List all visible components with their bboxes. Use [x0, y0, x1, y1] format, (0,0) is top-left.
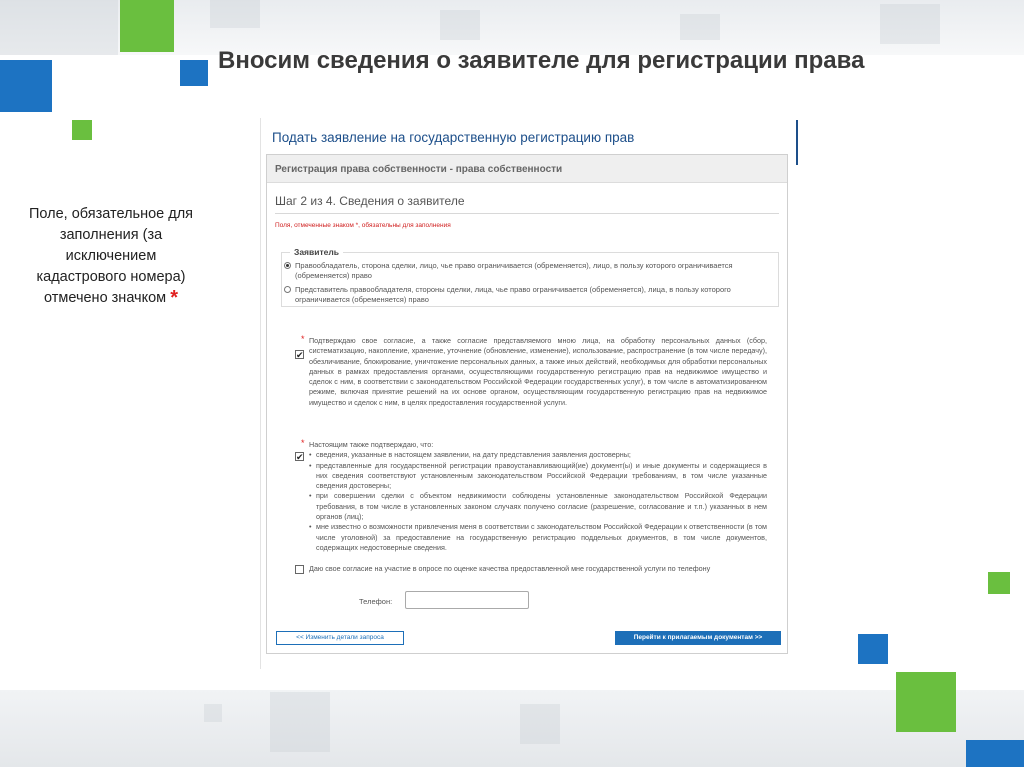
decor-square-blue: [180, 60, 208, 86]
change-request-details-button[interactable]: << Изменить детали запроса: [276, 631, 404, 645]
confirmation-content: [309, 440, 767, 553]
background-band-bottom: [0, 690, 1024, 767]
portal-title: Подать заявление на государственную регистрацию прав: [272, 130, 635, 145]
divider: [275, 213, 779, 214]
survey-block: [295, 564, 769, 588]
decor-square: [680, 14, 720, 40]
consent-block: [295, 336, 769, 436]
radio-unselected-icon[interactable]: [284, 286, 291, 293]
decor-square: [880, 4, 940, 44]
decor-square-green: [72, 120, 92, 140]
registration-form: [266, 154, 788, 654]
decor-square: [270, 692, 330, 752]
decor-square-blue: [0, 60, 52, 112]
step-title: Шаг 2 из 4. Сведения о заявителе: [275, 194, 465, 208]
decor-square: [0, 0, 118, 55]
applicant-option-representative[interactable]: [287, 285, 769, 305]
phone-input[interactable]: [405, 591, 529, 609]
decor-square-blue: [858, 634, 888, 664]
screenshot-edge: [796, 120, 798, 165]
consent-text: Подтверждаю свое согласие, а также согласие представляемого мною лица, на обработку персональных данных (сбор, систематизацию, накопление, хранение, уточнение (обновление, изменение), использование, распространение (в том числе передачу), обезличивание, блокирование, уничтожение персональных данных, а также иных действий, необходимых для обработки персональных данных в рамках предоставления органами, осуществляющими государственную регистрацию прав на недвижимое имущество и сделок с ним, в соответствии с законодательством Российской Федерации государственных услуг), в том числе в автоматизированном режиме, включая принятие решений на их основе органом, осуществляющим государственную регистрацию прав на недвижимое имущество и сделок с ним, в целях предоставления государственной услуги.: [309, 336, 767, 407]
slide-title: Вносим сведения о заявителе для регистрации права: [218, 47, 865, 74]
required-star-icon: *: [301, 438, 305, 448]
list-item: • мне известно о возможности привлечения меня в соответствии с законодательством Российской Федерации к ответственности (в том числе уголовной) за предоставление на государственную регистрацию поддельных документов, в том числе документов, содержащих недостоверные сведения.: [309, 522, 767, 553]
decor-square: [440, 10, 480, 40]
decor-square: [204, 704, 222, 722]
required-star-icon: *: [301, 334, 305, 344]
radio-selected-icon[interactable]: [284, 262, 291, 269]
phone-label: Телефон:: [359, 597, 393, 606]
required-star-icon: *: [170, 287, 178, 309]
list-item: • представленные для государственной регистрации правоустанавливающий(ие) документ(ы) и иные документы и содержащиеся в них сведения соответствуют установленным законодательством Российской Федерации требованиям, в том числе указанные сведения достоверны;: [309, 461, 767, 492]
applicant-option-label: Правообладатель, сторона сделки, лицо, чье право ограничивается (обременяется), лицо, в пользу которого ограничивается (обременяется) право: [295, 261, 733, 280]
applicant-legend: Заявитель: [294, 247, 339, 257]
survey-checkbox[interactable]: [295, 565, 304, 574]
required-field-note: [26, 204, 196, 309]
required-fields-note: Поля, отмеченные знаком *, обязательны для заполнения: [275, 222, 451, 229]
decor-square: [210, 0, 260, 28]
confirmation-block: [295, 440, 769, 560]
list-item: • при совершении сделки с объектом недвижимости соблюдены установленные законодательством Российской Федерации требования, в том числе в установленных законом случаях получено согласие (разрешение, согласование и т.п.) указанных в нем органов (лиц);: [309, 491, 767, 522]
applicant-option-owner[interactable]: [287, 261, 769, 281]
confirmation-list: [309, 450, 767, 553]
decor-square: [520, 704, 560, 744]
decor-square-green: [896, 672, 956, 732]
applicant-option-label: Представитель правообладателя, стороны сделки, лица, чье право ограничивается (обременяется), лица, в пользу которого ограничивается (обременяется) право: [295, 285, 731, 304]
consent-checkbox[interactable]: ✔: [296, 350, 304, 360]
confirmation-checkbox[interactable]: ✔: [296, 452, 304, 462]
required-field-note-text: Поле, обязательное для заполнения (за исключением кадастрового номера) отмечено значком: [28, 206, 194, 306]
list-item: • сведения, указанные в настоящем заявлении, на дату представления заявления достоверны;: [309, 450, 767, 460]
decor-square-blue: [966, 740, 1024, 767]
go-to-attached-documents-button[interactable]: Перейти к прилагаемым документам >>: [615, 631, 781, 645]
decor-square-green: [120, 0, 174, 52]
survey-text: Даю свое согласие на участие в опросе по оценке качества предоставленной мне государственной услуги по телефону: [309, 564, 711, 573]
confirmation-intro: Настоящим также подтверждаю, что:: [309, 440, 434, 449]
form-header: Регистрация права собственности - права собственности: [267, 155, 787, 183]
decor-square-green: [988, 572, 1010, 594]
